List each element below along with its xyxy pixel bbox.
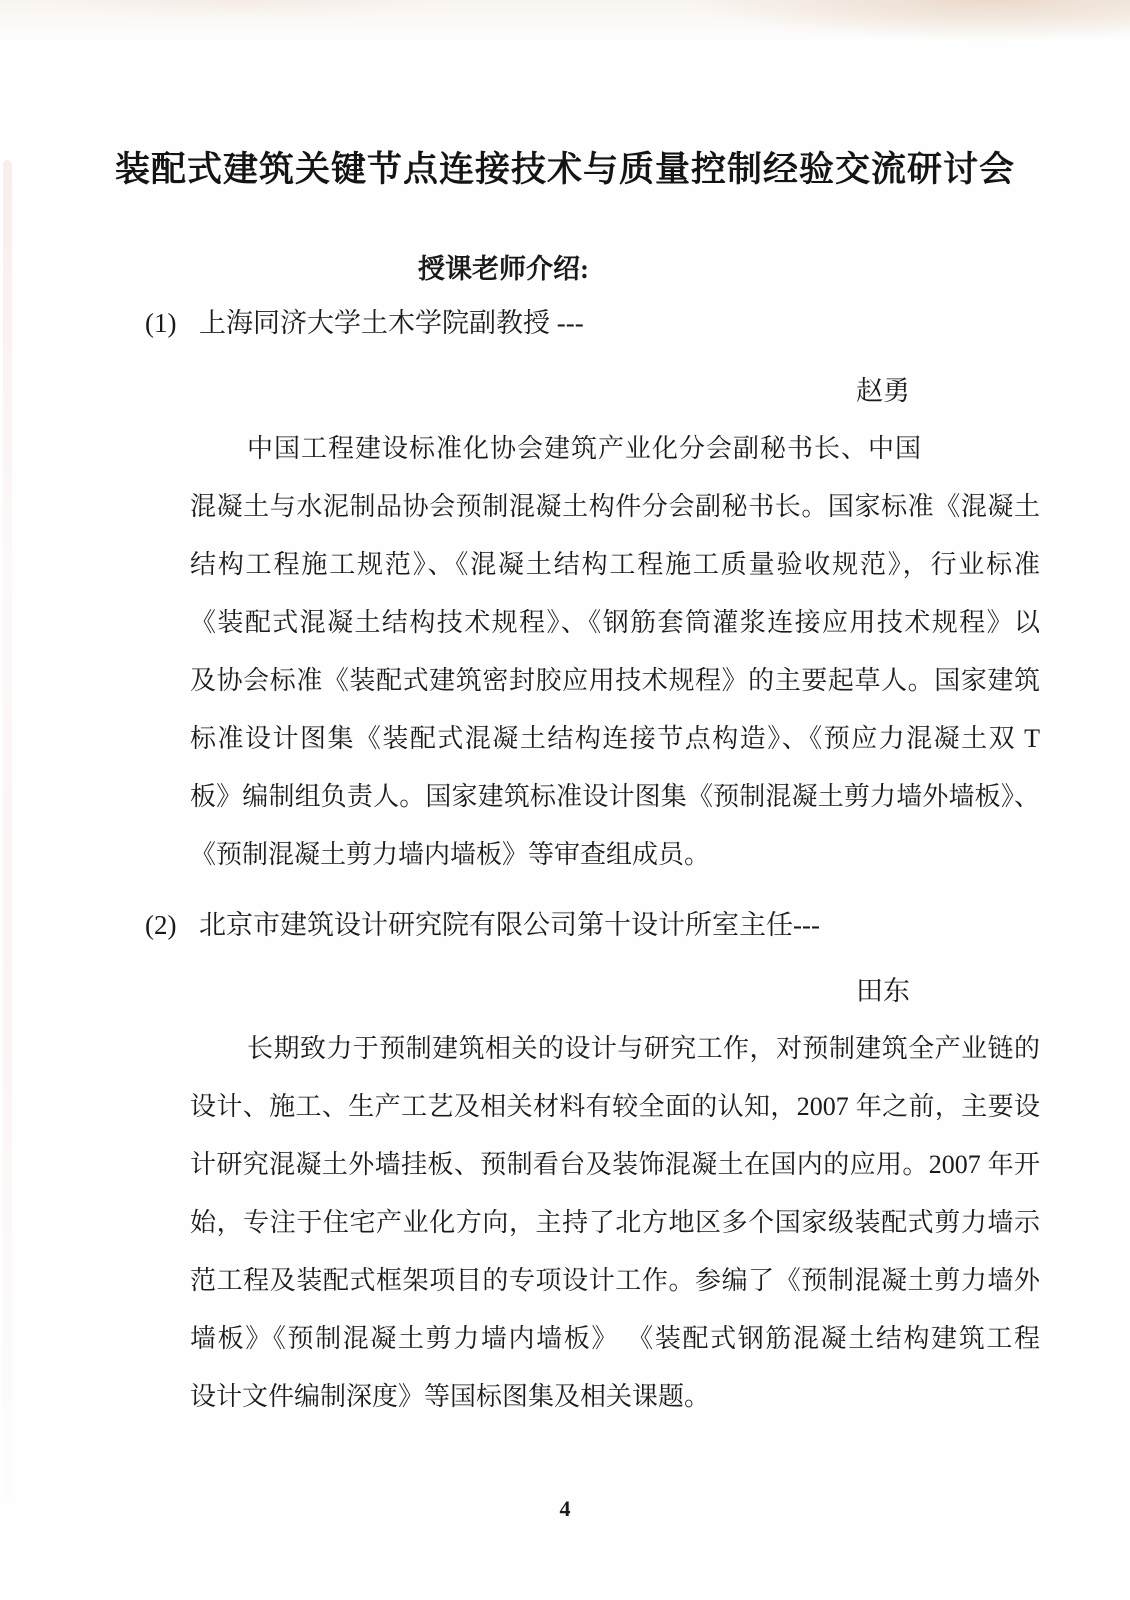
bio-line: 混凝土与水泥制品协会预制混凝土构件分会副秘书长。国家标准《混凝土: [190, 492, 1040, 521]
lecturer-2-heading: 北京市建筑设计研究院有限公司第十设计所室主任---: [199, 910, 820, 940]
bio-line: 范工程及装配式框架项目的专项设计工作。参编了《预制混凝土剪力墙外: [190, 1266, 1040, 1295]
bio-line: 长期致力于预制建筑相关的设计与研究工作，对预制建筑全产业链的: [247, 1034, 1040, 1063]
bio-line: 设计、施工、生产工艺及相关材料有较全面的认知，2007 年之前，主要设: [190, 1092, 1040, 1121]
bio-line: 《装配式混凝土结构技术规程》、《钢筋套筒灌浆连接应用技术规程》以: [190, 608, 1040, 637]
bio-line: 及协会标准《装配式建筑密封胶应用技术规程》的主要起草人。国家建筑: [190, 666, 1040, 695]
bio-line: 结构工程施工规范》、《混凝土结构工程施工质量验收规范》，行业标准: [190, 550, 1040, 579]
bio-line: 始，专注于住宅产业化方向，主持了北方地区多个国家级装配式剪力墙示: [190, 1208, 1040, 1237]
bio-line: 中国工程建设标准化协会建筑产业化分会副秘书长、中国: [247, 434, 923, 463]
bio-line: 设计文件编制深度》等国标图集及相关课题。: [190, 1382, 711, 1411]
bio-line: 《预制混凝土剪力墙内墙板》等审查组成员。: [190, 840, 711, 869]
bio-line: 板》编制组负责人。国家建筑标准设计图集《预制混凝土剪力墙外墙板》、: [190, 782, 1040, 811]
lecturer-2-name: 田东: [856, 976, 910, 1006]
bio-line: 墙板》《预制混凝土剪力墙内墙板》 《装配式钢筋混凝土结构建筑工程: [190, 1324, 1040, 1353]
scan-artifact-left: [3, 160, 12, 1500]
lecturer-1-heading: 上海同济大学土木学院副教授 ---: [199, 308, 584, 338]
bio-line: 计研究混凝土外墙挂板、预制看台及装饰混凝土在国内的应用。2007 年开: [190, 1150, 1040, 1179]
section-heading: 授课老师介绍:: [418, 254, 589, 284]
list-marker-1: (1): [145, 308, 177, 338]
page-number: 4: [559, 1496, 571, 1521]
bio-line: 标准设计图集《装配式混凝土结构连接节点构造》、《预应力混凝土双 T: [190, 724, 1040, 753]
lecturer-1-name: 赵勇: [856, 376, 910, 406]
list-marker-2: (2): [145, 910, 177, 940]
scan-artifact-top: [0, 0, 1130, 70]
document-title: 装配式建筑关键节点连接技术与质量控制经验交流研讨会: [114, 150, 1015, 190]
